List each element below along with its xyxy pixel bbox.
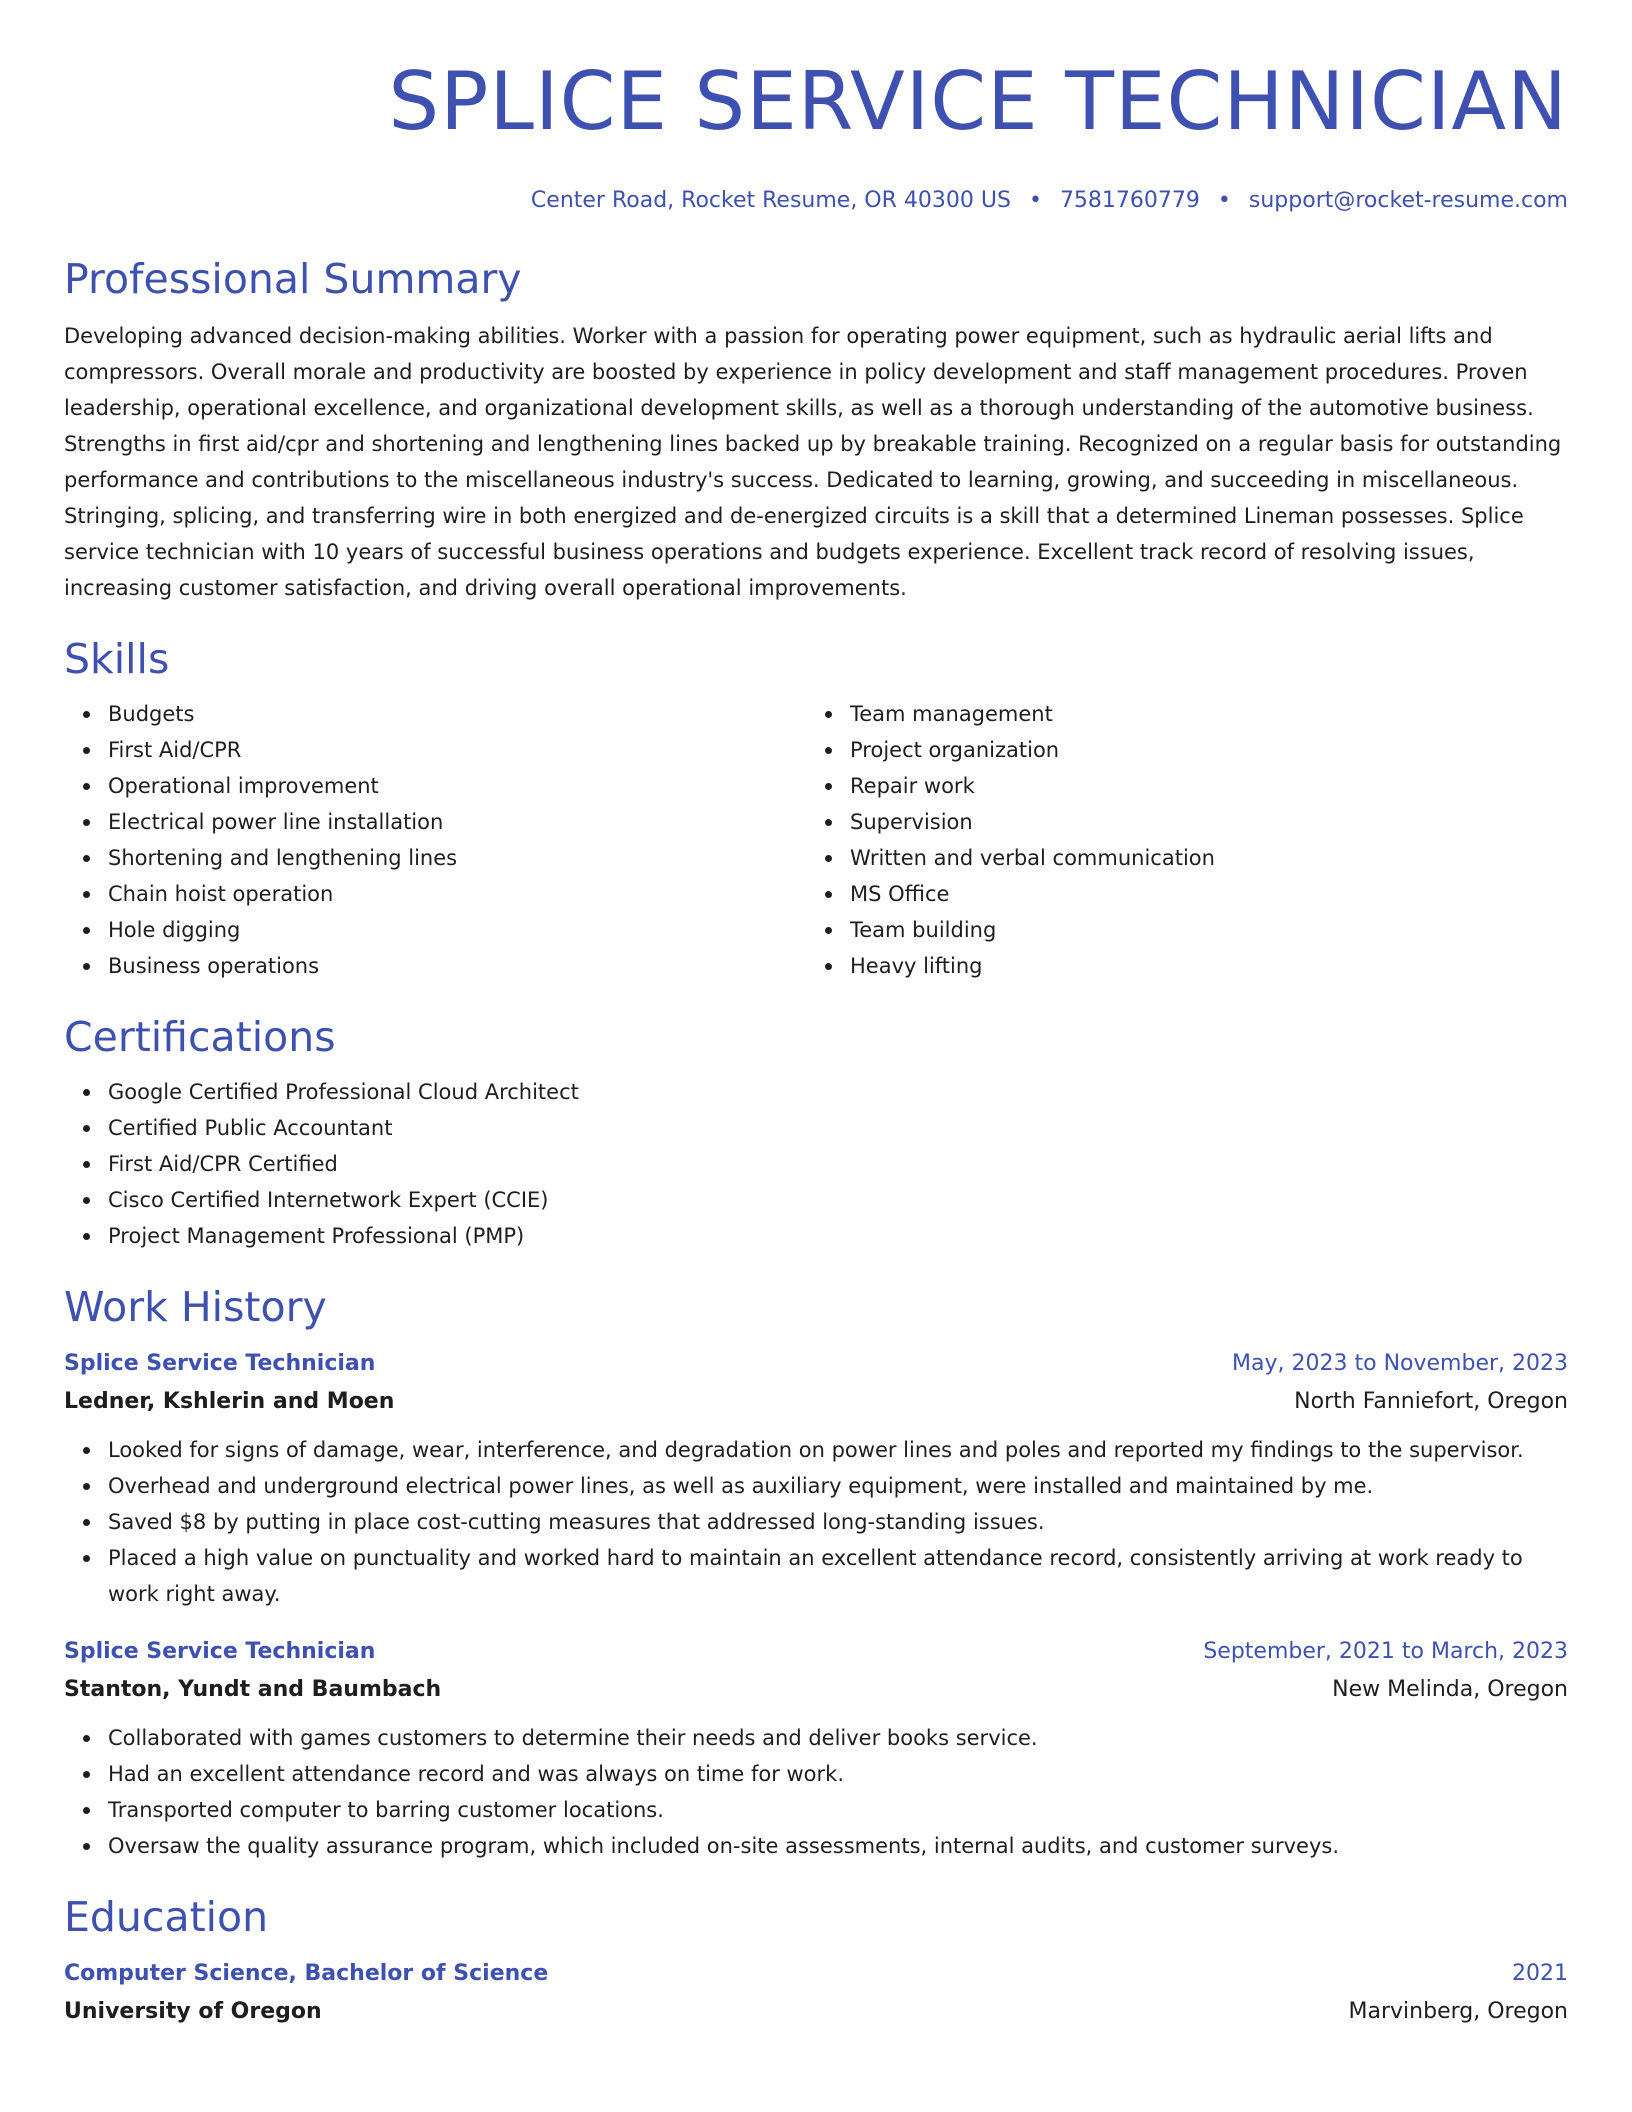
skill-item: Shortening and lengthening lines [108, 840, 806, 876]
skill-item: Team management [850, 696, 1215, 732]
skills-column-left [64, 684, 806, 984]
contact-address: Center Road, Rocket Resume, OR 40300 US [530, 188, 1011, 213]
work-history-heading: Work History [64, 1283, 327, 1331]
job-bullet: Saved $8 by putting in place cost-cutting measures that addressed long-standing issues. [108, 1504, 1568, 1540]
certification-item: Project Management Professional (PMP) [108, 1218, 1568, 1254]
job-bullet: Overhead and underground electrical power lines, as well as auxiliary equipment, were installed and maintained by me. [108, 1468, 1568, 1504]
skill-item: Budgets [108, 696, 806, 732]
education-entry [64, 1956, 1568, 2032]
work-entry-header [64, 1634, 1568, 1670]
skill-item: Repair work [850, 768, 1215, 804]
job-bullet: Had an excellent attendance record and was always on time for work. [108, 1756, 1568, 1792]
skill-item: Hole digging [108, 912, 806, 948]
certification-item: First Aid/CPR Certified [108, 1146, 1568, 1182]
job-bullets [64, 1720, 1568, 1864]
certification-item: Google Certified Professional Cloud Architect [108, 1074, 1568, 1110]
work-entry [64, 1346, 1568, 1612]
skill-item: MS Office [850, 876, 1215, 912]
contact-separator: • [1217, 188, 1231, 213]
skills-column-right [806, 684, 1215, 984]
job-title: Splice Service Technician [64, 1639, 376, 1664]
school-location: Marvinberg, Oregon [1348, 1999, 1568, 2024]
job-employer: Stanton, Yundt and Baumbach [64, 1677, 442, 1702]
school-name: University of Oregon [64, 1999, 322, 2024]
skills-heading: Skills [64, 635, 170, 683]
job-dates: May, 2023 to November, 2023 [1232, 1351, 1568, 1376]
summary-heading: Professional Summary [64, 255, 522, 303]
job-bullet: Transported computer to barring customer locations. [108, 1792, 1568, 1828]
skill-item: First Aid/CPR [108, 732, 806, 768]
certification-item: Cisco Certified Internetwork Expert (CCIE) [108, 1182, 1568, 1218]
skills-list-right [806, 696, 1215, 984]
education-entry-school-row [64, 1992, 1568, 2032]
skill-item: Chain hoist operation [108, 876, 806, 912]
certifications-list [64, 1074, 1568, 1254]
work-entry [64, 1634, 1568, 1864]
skill-item: Team building [850, 912, 1215, 948]
job-employer: Ledner, Kshlerin and Moen [64, 1389, 395, 1414]
certification-item: Certified Public Accountant [108, 1110, 1568, 1146]
skill-item: Operational improvement [108, 768, 806, 804]
contact-phone: 7581760779 [1059, 188, 1200, 213]
contact-separator: • [1028, 188, 1042, 213]
resume-name: SPLICE SERVICE TECHNICIAN [388, 55, 1568, 148]
skills-grid [64, 684, 1568, 984]
education-entry-header [64, 1956, 1568, 1992]
contact-email[interactable]: support@rocket-resume.com [1248, 188, 1568, 213]
job-dates: September, 2021 to March, 2023 [1203, 1639, 1568, 1664]
job-bullet: Oversaw the quality assurance program, which included on-site assessments, internal audits, and customer surveys. [108, 1828, 1568, 1864]
job-location: North Fanniefort, Oregon [1294, 1389, 1568, 1414]
work-entry-employer-row [64, 1382, 1568, 1422]
skills-list-left [64, 696, 806, 984]
skill-item: Heavy lifting [850, 948, 1215, 984]
job-bullets [64, 1432, 1568, 1612]
job-bullet: Looked for signs of damage, wear, interference, and degradation on power lines and poles and reported my findings to the supervisor. [108, 1432, 1568, 1468]
skill-item: Project organization [850, 732, 1215, 768]
job-bullet: Collaborated with games customers to determine their needs and deliver books service. [108, 1720, 1568, 1756]
skill-item: Written and verbal communication [850, 840, 1215, 876]
contact-line [64, 186, 1568, 216]
skill-item: Electrical power line installation [108, 804, 806, 840]
education-heading: Education [64, 1893, 269, 1941]
work-entry-employer-row [64, 1670, 1568, 1710]
work-entry-header [64, 1346, 1568, 1382]
certifications-heading: Certifications [64, 1013, 336, 1061]
degree: Computer Science, Bachelor of Science [64, 1961, 549, 1986]
summary-text: Developing advanced decision-making abilities. Worker with a passion for operating power equipment, such as hydraulic aerial lifts and compressors. Overall morale and productivity are boosted by experience in policy development and staff management procedures. Proven leadership, operational excellence, and organizational development skills, as well as a thorough understanding of the automotive business. Strengths in first aid/cpr and shortening and lengthening lines backed up by breakable training. Recognized on a regular basis for outstanding performance and contributions to the miscellaneous industry's success. Dedicated to learning, growing, and succeeding in miscellaneous. Stringing, splicing, and transferring wire in both energized and de-energized circuits is a skill that a determined Lineman possesses. Splice service technician with 10 years of successful business operations and budgets experience. Excellent track record of resolving issues, increasing customer satisfaction, and driving overall operational improvements. [64, 324, 1562, 600]
job-title: Splice Service Technician [64, 1351, 376, 1376]
job-location: New Melinda, Oregon [1332, 1677, 1568, 1702]
skill-item: Supervision [850, 804, 1215, 840]
job-bullet: Placed a high value on punctuality and worked hard to maintain an excellent attendance record, consistently arriving at work ready to work right away. [108, 1540, 1568, 1612]
skill-item: Business operations [108, 948, 806, 984]
graduation-year: 2021 [1512, 1961, 1568, 1986]
